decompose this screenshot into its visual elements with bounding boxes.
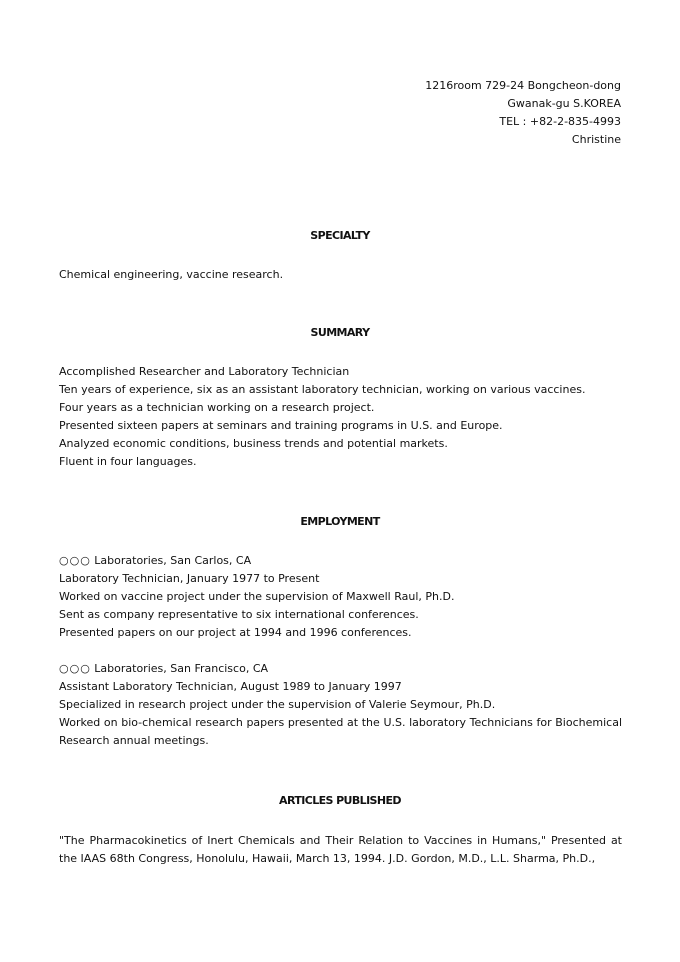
specialty-section [59,266,622,284]
job-duty: Sent as company representative to six international conferences. [59,608,419,621]
address-line-city: Gwanak-gu S.KOREA [507,97,621,110]
job-duty: Worked on bio-chemical research papers presented at the U.S. laboratory Technicians for Biochemical Research annual meetings. [59,716,622,747]
articles-heading: ARTICLES PUBLISHED [279,794,401,807]
employment-heading: EMPLOYMENT [300,515,380,528]
summary-line: Accomplished Researcher and Laboratory Technician [59,365,350,378]
contact-address [425,77,621,149]
specialty-text: Chemical engineering, vaccine research. [59,268,284,281]
summary-line: Presented sixteen papers at seminars and training programs in U.S. and Europe. [59,419,503,432]
article-citation: "The Pharmacokinetics of Inert Chemicals and Their Relation to Vaccines in Humans," Presented at the IAAS 68th Congress, Honolulu, Hawaii, March 13, 1994. J.D. Gordon, M.D., L.L. Sharma, Ph.D., [59,834,622,865]
summary-section [59,363,622,471]
employment-job-2 [59,660,622,750]
articles-section [59,832,622,868]
job-duty: Specialized in research project under the supervision of Valerie Seymour, Ph.D. [59,698,496,711]
job-title: Assistant Laboratory Technician, August 1989 to January 1997 [59,680,402,693]
employment-job-1 [59,552,622,642]
address-line-street: 1216room 729-24 Bongcheon-dong [425,79,621,92]
job-employer: Laboratories, San Francisco, CA [94,662,269,675]
address-line-name: Christine [571,133,621,146]
job-employer-line [59,552,622,570]
summary-heading: SUMMARY [310,326,370,339]
summary-line: Fluent in four languages. [59,455,197,468]
specialty-heading: SPECIALTY [310,229,370,242]
employer-marker: ○○○ [59,662,91,675]
job-title: Laboratory Technician, January 1977 to Present [59,572,320,585]
job-duty: Worked on vaccine project under the supervision of Maxwell Raul, Ph.D. [59,590,455,603]
summary-line: Analyzed economic conditions, business trends and potential markets. [59,437,448,450]
employer-marker: ○○○ [59,554,91,567]
summary-line: Four years as a technician working on a research project. [59,401,375,414]
job-duty: Presented papers on our project at 1994 and 1996 conferences. [59,626,412,639]
summary-line: Ten years of experience, six as an assistant laboratory technician, working on various vaccines. [59,383,586,396]
address-line-phone: TEL : +82-2-835-4993 [499,115,621,128]
job-employer: Laboratories, San Carlos, CA [94,554,252,567]
job-employer-line [59,660,622,678]
